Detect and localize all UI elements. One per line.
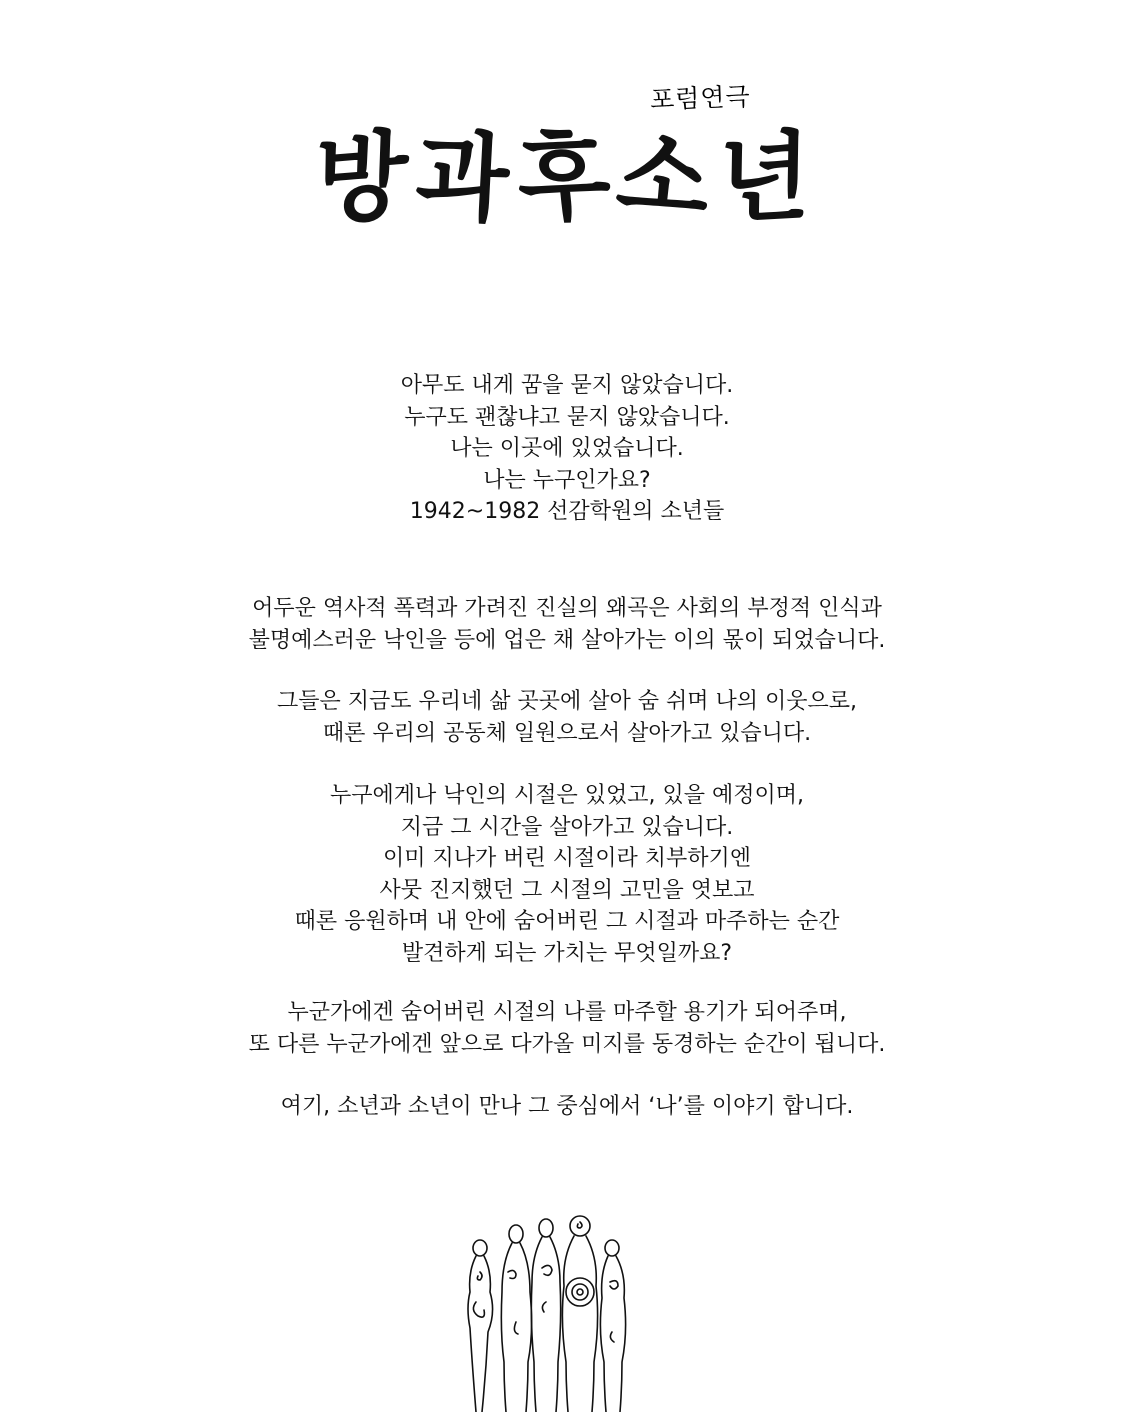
paragraph-3 bbox=[0, 780, 1134, 969]
paragraph-line: 이미 지나가 버린 시절이라 치부하기엔 bbox=[382, 846, 751, 871]
paragraph-line: 때론 응원하며 내 안에 숨어버린 그 시절과 마주하는 순간 bbox=[294, 909, 840, 934]
title-char: 소 bbox=[612, 116, 723, 239]
paragraph-1 bbox=[0, 593, 1134, 656]
paragraph-line: 누구에게나 낙인의 시절은 있었고, 있을 예정이며, bbox=[330, 783, 804, 808]
intro-line: 나는 이곳에 있었습니다. bbox=[450, 436, 684, 461]
paragraph-line: 사뭇 진지했던 그 시절의 고민을 엿보고 bbox=[379, 877, 755, 903]
paragraph-line: 어두운 역사적 폭력과 가려진 진실의 왜곡은 사회의 부정적 인식과 bbox=[252, 596, 882, 621]
paragraph-line: 지금 그 시간을 살아가고 있습니다. bbox=[400, 814, 734, 840]
figure-3 bbox=[531, 1219, 560, 1412]
title-char: 후 bbox=[510, 119, 624, 236]
intro-block bbox=[0, 370, 1134, 528]
paragraph-2 bbox=[0, 686, 1134, 749]
title-char: 방 bbox=[313, 117, 418, 238]
intro-line: 누구도 괜찮냐고 묻지 않았습니다. bbox=[404, 404, 730, 430]
figure-1 bbox=[468, 1240, 493, 1412]
subtitle: 포럼연극 bbox=[649, 81, 752, 115]
paragraph-line: 불명예스러운 낙인을 등에 업은 채 살아가는 이의 몫이 되었습니다. bbox=[248, 627, 886, 653]
page-title bbox=[0, 118, 1134, 238]
paragraph-5 bbox=[0, 1091, 1134, 1123]
figure-5 bbox=[600, 1240, 625, 1412]
paragraph-line: 여기, 소년과 소년이 만나 그 중심에서 ‘나’를 이야기 합니다. bbox=[280, 1094, 854, 1119]
paragraph-line: 때론 우리의 공동체 일원으로서 살아가고 있습니다. bbox=[322, 720, 812, 746]
paragraph-line: 그들은 지금도 우리네 삶 곳곳에 살아 숨 쉬며 나의 이웃으로, bbox=[277, 689, 857, 714]
title-char: 과 bbox=[413, 118, 520, 237]
figures-illustration bbox=[462, 1212, 638, 1412]
intro-line: 아무도 내게 꿈을 묻지 않았습니다. bbox=[400, 373, 734, 398]
paragraph-4 bbox=[0, 997, 1134, 1060]
paragraph-line: 발견하게 되는 가치는 무엇일까요? bbox=[401, 940, 733, 966]
figure-2 bbox=[501, 1225, 531, 1412]
intro-line: 나는 누구인가요? bbox=[483, 467, 651, 493]
intro-line: 1942~1982 선감학원의 소년들 bbox=[409, 499, 725, 524]
paragraph-line: 누군가에겐 숨어버린 시절의 나를 마주할 용기가 되어주며, bbox=[287, 1000, 847, 1025]
title-char: 년 bbox=[717, 118, 820, 237]
paragraph-line: 또 다른 누군가에겐 앞으로 다가올 미지를 동경하는 순간이 됩니다. bbox=[248, 1031, 886, 1057]
figure-4 bbox=[562, 1216, 597, 1412]
